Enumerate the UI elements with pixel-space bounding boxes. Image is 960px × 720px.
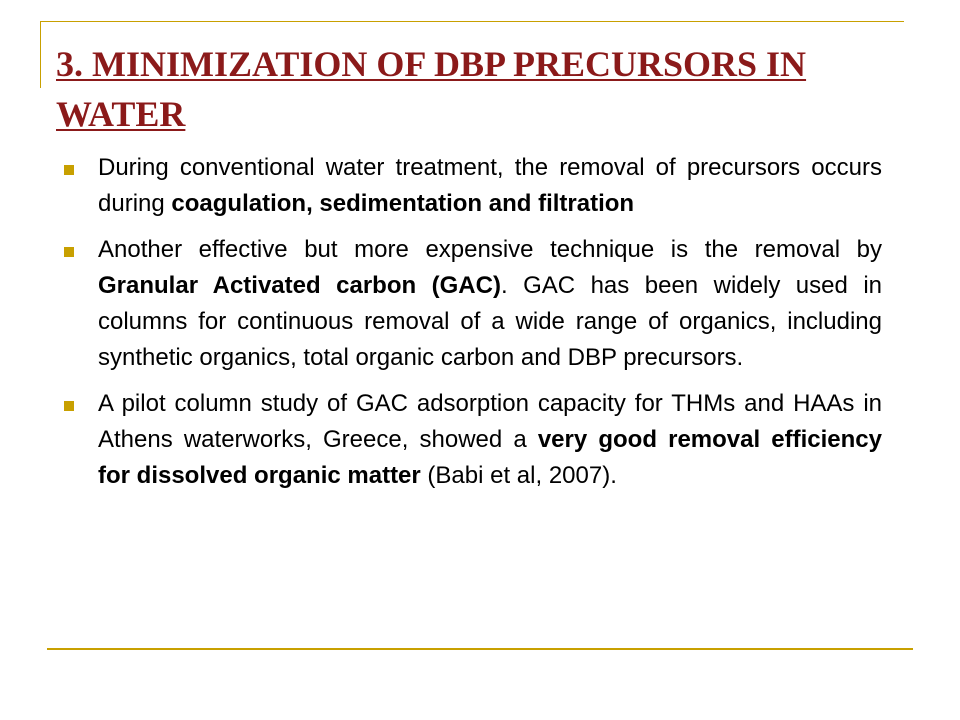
bullet-3-text-end: (Babi et al, 2007).	[420, 462, 617, 489]
bullet-3-text: A pilot column study of GAC adsorption capacity for THMs and HAAs in Athens waterworks, Greece, showed a	[98, 390, 882, 453]
bullet-2-text-end: . GAC has been widely used in columns for continuous removal of a wide range of organics, including synthetic organics, total organic carbon and DBP precursors.	[98, 272, 883, 371]
square-bullet-icon	[64, 247, 74, 257]
bottom-divider-line	[47, 648, 913, 650]
bullet-list	[64, 150, 882, 504]
left-divider-line	[40, 21, 41, 88]
bullet-2-bold-text: Granular Activated carbon (GAC)	[98, 272, 501, 299]
slide-title: 3. MINIMIZATION OF DBP PRECURSORS IN WATER	[56, 44, 807, 134]
square-bullet-icon	[64, 165, 74, 175]
bullet-item-2	[64, 232, 882, 376]
top-divider-line	[40, 21, 904, 22]
bullet-1-bold-text: coagulation, sedimentation and filtration	[171, 190, 635, 217]
bullet-item-3	[64, 386, 882, 494]
square-bullet-icon	[64, 401, 74, 411]
bullet-item-1	[64, 150, 882, 222]
bullet-2-text: Another effective but more expensive technique is the removal by	[98, 236, 882, 263]
bullet-1-text: During conventional water treatment, the removal of precursors occurs during	[98, 154, 882, 217]
bullet-3-bold-text: very good removal efficiency for dissolved organic matter	[98, 426, 883, 489]
